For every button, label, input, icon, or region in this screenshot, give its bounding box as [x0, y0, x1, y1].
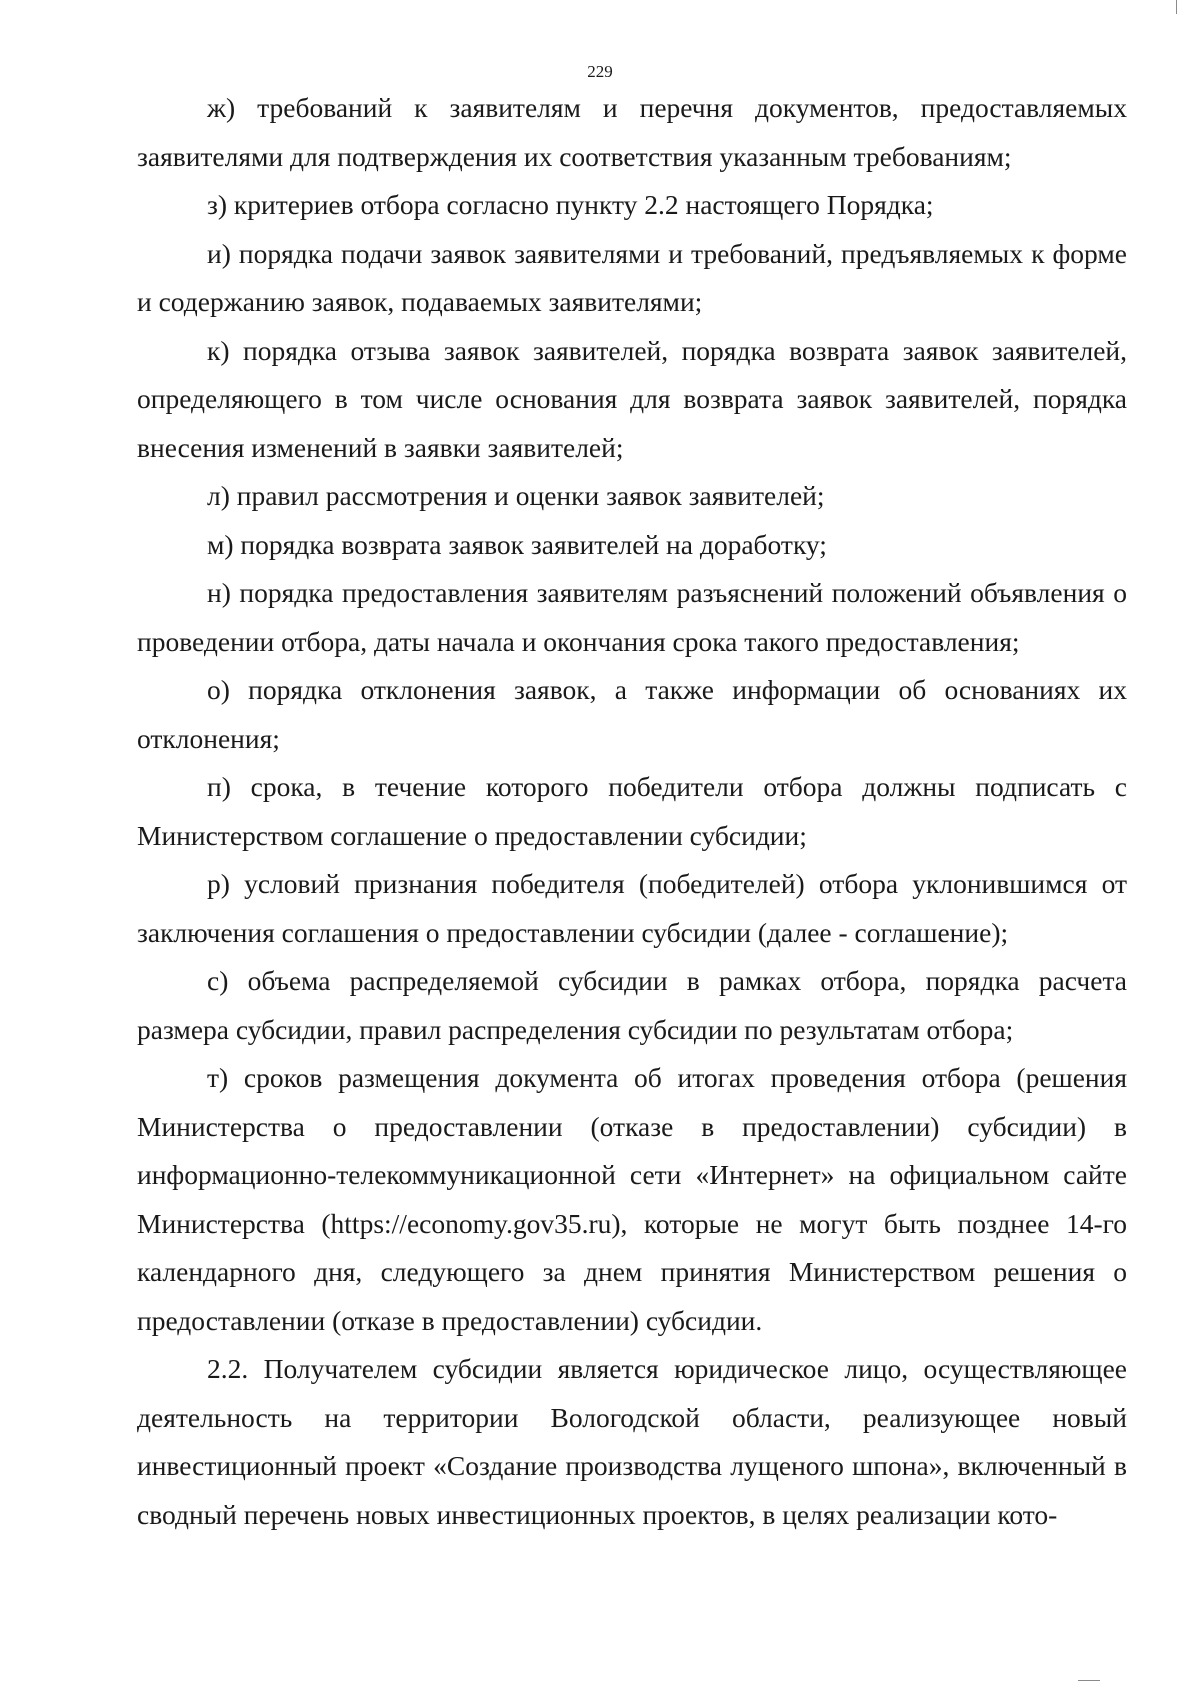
paragraph-t: т) сроков размещения документа об итогах проведения отбора (решения Министерства о предоставлении (отказе в предоставлении) субсидии) в информационно-телекоммуникационной сети «Интернет» на официальном сайте Министерства (https://economy.gov35.ru), которые не могут быть позднее 14-го календарного дня, следующего за днем принятия Министерством решения о предоставлении (отказе в предоставлении) субсидии.: [137, 1062, 1127, 1336]
paragraph-z: з) критериев отбора согласно пункту 2.2 настоящего Порядка;: [207, 189, 934, 220]
paragraph-s: с) объема распределяемой субсидии в рамках отбора, порядка расчета размера субсидии, правил распределения субсидии по результатам отбора;: [137, 965, 1127, 1045]
document-body: [137, 84, 1127, 1539]
paragraph-i: и) порядка подачи заявок заявителями и требований, предъявляемых к форме и содержанию заявок, подаваемых заявителями;: [137, 237, 1127, 317]
paragraph-m: м) порядка возврата заявок заявителей на доработку;: [207, 528, 827, 560]
paragraph-2-2: 2.2. Получателем субсидии является юридическое лицо, осуществляющее деятельность на территории Вологодской области, реализующее новый инвестиционный проект «Создание производства лущеного шпона», включенный в сводный перечень новых инвестиционных проектов, в целях реализации кото-: [137, 1353, 1127, 1530]
paragraph-k: к) порядка отзыва заявок заявителей, порядка возврата заявок заявителей, определяющего в том числе основания для возврата заявок заявителей, порядка внесения изменений в заявки заявителей;: [137, 334, 1127, 463]
paragraph-o: о) порядка отклонения заявок, а также информации об основаниях их отклонения;: [137, 674, 1127, 754]
page-number: 229: [587, 62, 613, 81]
scan-edge-mark: [1078, 1680, 1100, 1681]
scan-edge-mark: [1176, 0, 1177, 14]
paragraph-p: п) срока, в течение которого победители отбора должны подписать с Министерством соглашение о предоставлении субсидии;: [137, 771, 1127, 851]
paragraph-n: н) порядка предоставления заявителям разъяснений положений объявления о проведении отбора, даты начала и окончания срока такого предоставления;: [137, 577, 1127, 657]
paragraph-zh: ж) требований к заявителям и перечня документов, предоставляемых заявителями для подтверждения их соответствия указанным требованиям;: [137, 92, 1127, 172]
paragraph-r: р) условий признания победителя (победителей) отбора уклонившимся от заключения соглашения о предоставлении субсидии (далее - соглашение);: [137, 868, 1127, 948]
paragraph-l: л) правил рассмотрения и оценки заявок заявителей;: [207, 480, 825, 511]
